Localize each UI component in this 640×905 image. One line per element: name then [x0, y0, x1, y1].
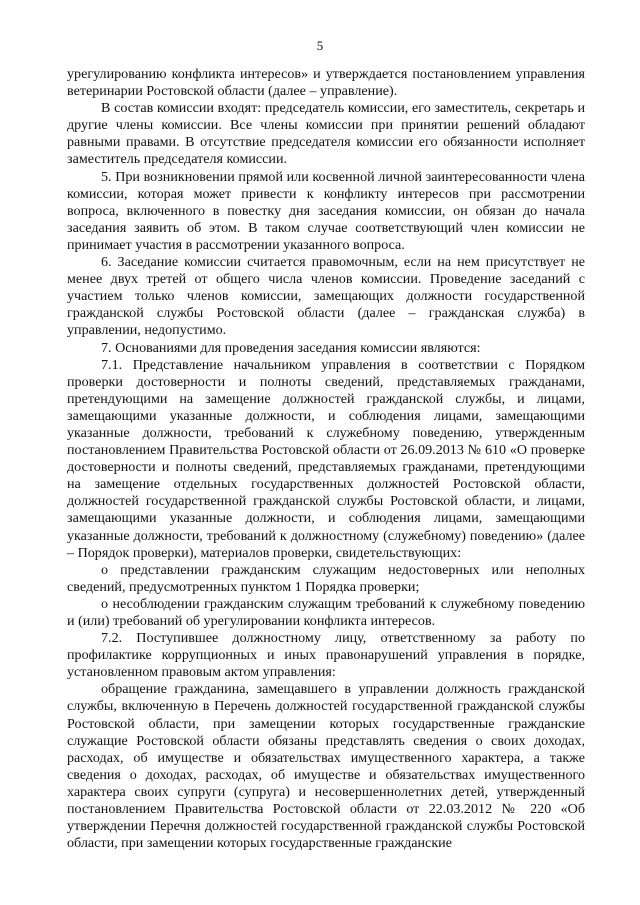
paragraph: 5. При возникновении прямой или косвенной личной заинтересованности члена комиссии, которая может привести к конфликту интересов при рассмотрении вопроса, включенного в повестку дня заседания комиссии, он обязан до начала заседания заявить об этом. В таком случае соответствующий член комиссии не принимает участия в рассмотрении указанного вопроса.	[67, 168, 585, 253]
document-body	[67, 66, 585, 852]
paragraph: о представлении гражданским служащим недостоверных или неполных сведений, предусмотренных пунктом 1 Порядка проверки;	[67, 561, 585, 595]
page-number: 5	[316, 38, 324, 53]
paragraph: обращение гражданина, замещавшего в управлении должность гражданской службы, включенную в Перечень должностей государственной гражданской службы Ростовской области, при замещении которых государственные гражданские служащие Ростовской области обязаны представлять сведения о своих доходах, расходах, об имуществе и обязательствах имущественного характера, а также сведения о доходах, расходах, об имуществе и обязательствах имущественного характера своих супруги (супруга) и несовершеннолетних детей, утвержденный постановлением Правительства Ростовской области от 22.03.2012 № 220 «Об утверждении Перечня должностей государственной гражданской службы Ростовской области, при замещении которых государственные гражданские	[67, 681, 585, 852]
paragraph: 7. Основаниями для проведения заседания комиссии являются:	[101, 339, 481, 356]
paragraph: 6. Заседание комиссии считается правомочным, если на нем присутствует не менее двух третей от общего числа членов комиссии. Проведение заседаний с участием только членов комиссии, замещающих должности государственной гражданской службы Ростовской области (далее – гражданская служба) в управлении, недопустимо.	[67, 254, 585, 339]
paragraph: В состав комиссии входят: председатель комиссии, его заместитель, секретарь и другие члены комиссии. Все члены комиссии при принятии решений обладают равными правами. В отсутствие председателя комиссии его обязанности исполняет заместитель председателя комиссии.	[67, 100, 585, 168]
paragraph: 7.1. Представление начальником управления в соответствии с Порядком проверки достоверности и полноты сведений, представляемых гражданами, претендующими на замещение должностей гражданской службы, и лицами, замещающими указанные должности, и соблюдения лицами, замещающими указанные должности, требований к служебному поведению, утвержденным постановлением Правительства Ростовской области от 26.09.2013 № 610 «О проверке достоверности и полноты сведений, представляемых гражданами, претендующими на замещение отдельных государственных должностей Ростовской области, должностей государственной гражданской службы Ростовской области, и лицами, замещающими указанные должности, и соблюдения лицами, замещающими указанные должности, требований к должностному (служебному) поведению» (далее – Порядок проверки), материалов проверки, свидетельствующих:	[67, 356, 585, 561]
paragraph: урегулированию конфликта интересов» и утверждается постановлением управления ветеринарии Ростовской области (далее – управление).	[67, 66, 585, 100]
paragraph: 7.2. Поступившее должностному лицу, ответственному за работу по профилактике коррупционных и иных правонарушений управления в порядке, установленном правовым актом управления:	[67, 630, 585, 681]
paragraph: о несоблюдении гражданским служащим требований к служебному поведению и (или) требований об урегулировании конфликта интересов.	[67, 595, 585, 629]
